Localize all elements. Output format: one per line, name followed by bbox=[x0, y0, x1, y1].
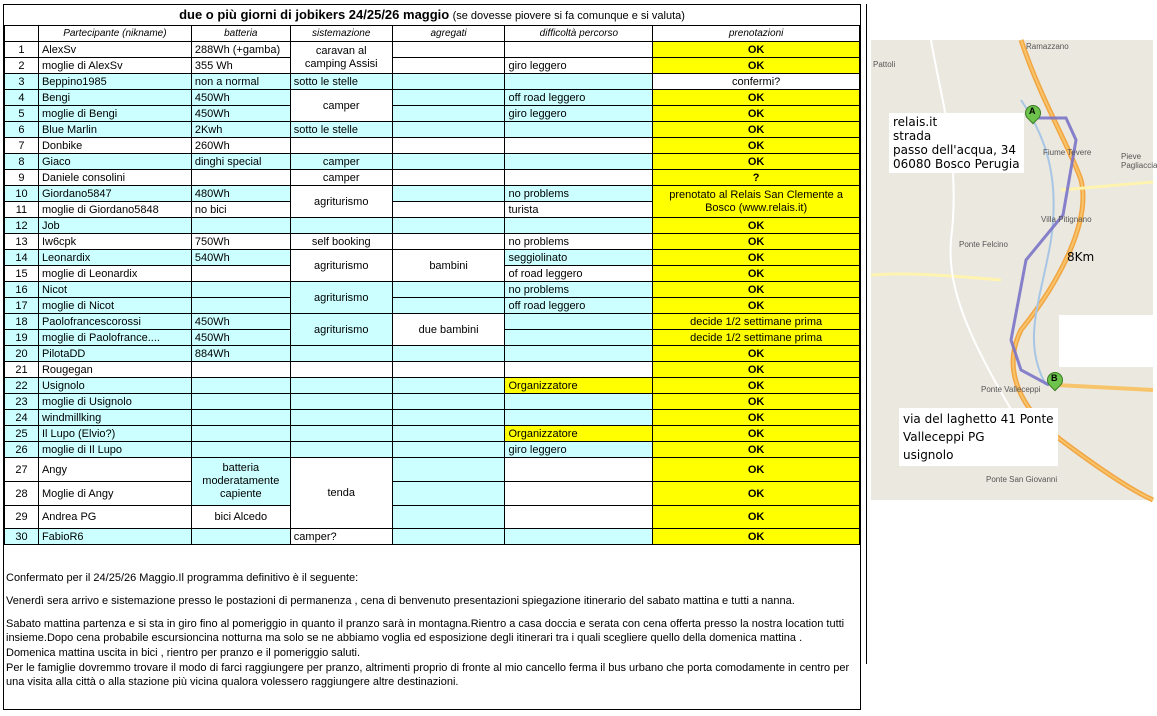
difficulty-cell bbox=[505, 346, 653, 362]
accommodation-cell: sotto le stelle bbox=[290, 122, 392, 138]
booking-cell: OK bbox=[653, 506, 860, 529]
row-number: 20 bbox=[5, 346, 39, 362]
map-label-line: usignolo bbox=[903, 448, 954, 462]
map-label-line: 06080 Bosco Perugia bbox=[893, 157, 1020, 171]
battery-cell: bici Alcedo bbox=[191, 506, 290, 529]
battery-cell bbox=[191, 394, 290, 410]
table-row bbox=[5, 442, 860, 458]
accommodation-cell bbox=[290, 442, 392, 458]
aggregates-cell bbox=[392, 202, 505, 218]
aggregates-cell bbox=[392, 529, 505, 545]
participant-name: Nicot bbox=[38, 282, 191, 298]
difficulty-cell: Organizzatore bbox=[505, 378, 653, 394]
row-number: 29 bbox=[5, 506, 39, 529]
battery-cell: 884Wh bbox=[191, 346, 290, 362]
booking-cell: OK bbox=[653, 106, 860, 122]
header-cell: agregati bbox=[392, 26, 505, 42]
participant-name: FabioR6 bbox=[38, 529, 191, 545]
booking-cell: decide 1/2 settimane prima bbox=[653, 330, 860, 346]
row-number: 25 bbox=[5, 426, 39, 442]
aggregates-cell bbox=[392, 362, 505, 378]
booking-cell: OK bbox=[653, 410, 860, 426]
aggregates-cell bbox=[392, 410, 505, 426]
row-number: 30 bbox=[5, 529, 39, 545]
title-subtitle: (se dovesse piovere si fa comunque e si valuta) bbox=[452, 10, 685, 22]
table-row bbox=[5, 42, 860, 58]
aggregates-cell bbox=[392, 394, 505, 410]
battery-cell: no bici bbox=[191, 202, 290, 218]
aggregates-cell bbox=[392, 234, 505, 250]
booking-cell: OK bbox=[653, 426, 860, 442]
row-number: 22 bbox=[5, 378, 39, 394]
difficulty-cell bbox=[505, 314, 653, 330]
table-row bbox=[5, 122, 860, 138]
accommodation-cell bbox=[290, 410, 392, 426]
participant-name: moglie di Usignolo bbox=[38, 394, 191, 410]
accommodation-cell: camper bbox=[290, 90, 392, 122]
table-row bbox=[5, 410, 860, 426]
battery-cell bbox=[191, 426, 290, 442]
table-row bbox=[5, 138, 860, 154]
town-label: Fiume Tevere bbox=[1043, 148, 1092, 157]
participant-name: Daniele consolini bbox=[38, 170, 191, 186]
row-number: 18 bbox=[5, 314, 39, 330]
table-row bbox=[5, 506, 860, 529]
accommodation-cell bbox=[290, 218, 392, 234]
row-number: 16 bbox=[5, 282, 39, 298]
header-cell: difficoltà percorso bbox=[505, 26, 653, 42]
accommodation-cell: self booking bbox=[290, 234, 392, 250]
booking-cell: OK bbox=[653, 218, 860, 234]
difficulty-cell: turista bbox=[505, 202, 653, 218]
difficulty-cell: giro leggero bbox=[505, 442, 653, 458]
row-number: 9 bbox=[5, 170, 39, 186]
battery-cell bbox=[191, 266, 290, 282]
booking-cell: confermi? bbox=[653, 74, 860, 90]
booking-cell: OK bbox=[653, 529, 860, 545]
map-label-line: relais.it bbox=[893, 115, 938, 129]
booking-cell: OK bbox=[653, 442, 860, 458]
difficulty-cell bbox=[505, 170, 653, 186]
participant-name: Bengi bbox=[38, 90, 191, 106]
table-row bbox=[5, 362, 860, 378]
row-number: 3 bbox=[5, 74, 39, 90]
row-number: 2 bbox=[5, 58, 39, 74]
accommodation-cell: camper? bbox=[290, 529, 392, 545]
participant-name: Paolofrancescorossi bbox=[38, 314, 191, 330]
accommodation-cell: agriturismo bbox=[290, 314, 392, 346]
note-paragraph: Per le famiglie dovremmo trovare il modo di farci raggiungere per pranzo, altrimenti proprio di fronte al mio cancello ferma il bus urbano che porta comodamente in centro per una visita alla città o alla stazione più vicina qualora volessero raggiungere altre destinazioni. bbox=[6, 662, 850, 688]
difficulty-cell: off road leggero bbox=[505, 298, 653, 314]
battery-cell: 355 Wh bbox=[191, 58, 290, 74]
difficulty-cell: Organizzatore bbox=[505, 426, 653, 442]
sheet bbox=[3, 4, 861, 710]
aggregates-cell bbox=[392, 186, 505, 202]
map-label-line: strada bbox=[893, 129, 932, 143]
row-number: 21 bbox=[5, 362, 39, 378]
difficulty-cell bbox=[505, 154, 653, 170]
row-number: 12 bbox=[5, 218, 39, 234]
battery-cell: 260Wh bbox=[191, 138, 290, 154]
aggregates-cell bbox=[392, 170, 505, 186]
participant-name: Moglie di Angy bbox=[38, 482, 191, 506]
town-label: Villa Pitignano bbox=[1041, 215, 1092, 224]
aggregates-cell bbox=[392, 346, 505, 362]
row-number: 13 bbox=[5, 234, 39, 250]
participant-name: moglie di Giordano5848 bbox=[38, 202, 191, 218]
header-cell: sistemazione bbox=[290, 26, 392, 42]
booking-cell: OK bbox=[653, 154, 860, 170]
table-row bbox=[5, 250, 860, 266]
row-number: 14 bbox=[5, 250, 39, 266]
booking-cell: ? bbox=[653, 170, 860, 186]
accommodation-cell bbox=[290, 394, 392, 410]
battery-cell: 2Kwh bbox=[191, 122, 290, 138]
booking-cell: OK bbox=[653, 458, 860, 482]
aggregates-cell bbox=[392, 74, 505, 90]
difficulty-cell: no problems bbox=[505, 234, 653, 250]
table-row bbox=[5, 90, 860, 106]
difficulty-cell: no problems bbox=[505, 186, 653, 202]
battery-cell: dinghi special bbox=[191, 154, 290, 170]
participant-name: Job bbox=[38, 218, 191, 234]
aggregates-cell bbox=[392, 506, 505, 529]
row-number: 24 bbox=[5, 410, 39, 426]
map-label-end bbox=[899, 408, 1058, 466]
battery-cell bbox=[191, 410, 290, 426]
accommodation-cell: camper bbox=[290, 170, 392, 186]
row-number: 8 bbox=[5, 154, 39, 170]
difficulty-cell bbox=[505, 394, 653, 410]
booking-cell: OK bbox=[653, 362, 860, 378]
aggregates-cell: due bambini bbox=[392, 314, 505, 346]
table-row bbox=[5, 529, 860, 545]
battery-cell bbox=[191, 298, 290, 314]
route-map bbox=[871, 40, 1157, 500]
participant-name: moglie di Leonardix bbox=[38, 266, 191, 282]
town-label: Pieve Pagliaccia bbox=[1121, 152, 1157, 170]
booking-cell: OK bbox=[653, 42, 860, 58]
town-label: Ponte Felcino bbox=[959, 240, 1008, 249]
row-number: 26 bbox=[5, 442, 39, 458]
aggregates-cell bbox=[392, 218, 505, 234]
table-row bbox=[5, 394, 860, 410]
accommodation-cell bbox=[290, 426, 392, 442]
difficulty-cell bbox=[505, 330, 653, 346]
booking-cell: OK bbox=[653, 90, 860, 106]
row-number: 4 bbox=[5, 90, 39, 106]
row-number: 5 bbox=[5, 106, 39, 122]
header-cell bbox=[5, 26, 39, 42]
aggregates-cell bbox=[392, 42, 505, 58]
accommodation-cell: tenda bbox=[290, 458, 392, 529]
participant-name: moglie di AlexSv bbox=[38, 58, 191, 74]
row-number: 1 bbox=[5, 42, 39, 58]
header-cell: prenotazioni bbox=[653, 26, 860, 42]
note-paragraph: Sabato mattina partenza e si sta in giro fino al pomeriggio in quanto il pranzo sarà in montagna.Rientro a casa doccia e serata con cena offerta presso la nostra location tutti insieme.Dopo cena probabile escursioncina notturna ma solo se ne abbiamo voglia ed esposizione degli itinerari tra i quali scegliere quello della domenica mattina . bbox=[6, 618, 845, 644]
row-number: 17 bbox=[5, 298, 39, 314]
town-label: Ponte San Giovanni bbox=[986, 475, 1058, 484]
battery-cell: 450Wh bbox=[191, 330, 290, 346]
battery-cell: non a normal bbox=[191, 74, 290, 90]
note-paragraph: Venerdì sera arrivo e sistemazione presso le postazioni di permanenza , cena di benvenuto presentazioni spiegazione itinerario del sabato mattina e tutti a nanna. bbox=[6, 595, 795, 607]
accommodation-cell bbox=[290, 346, 392, 362]
battery-cell: 750Wh bbox=[191, 234, 290, 250]
difficulty-cell bbox=[505, 506, 653, 529]
aggregates-cell bbox=[392, 154, 505, 170]
accommodation-cell: agriturismo bbox=[290, 250, 392, 282]
booking-cell: decide 1/2 settimane prima bbox=[653, 314, 860, 330]
booking-cell: OK bbox=[653, 378, 860, 394]
participant-name: Iw6cpk bbox=[38, 234, 191, 250]
row-number: 6 bbox=[5, 122, 39, 138]
battery-cell bbox=[191, 170, 290, 186]
table-row bbox=[5, 282, 860, 298]
aggregates-cell: bambini bbox=[392, 250, 505, 282]
battery-cell bbox=[191, 529, 290, 545]
row-number: 7 bbox=[5, 138, 39, 154]
map-label-line: passo dell'acqua, 34 bbox=[893, 143, 1017, 157]
booking-cell: OK bbox=[653, 138, 860, 154]
marker-b-label: B bbox=[1051, 373, 1058, 383]
booking-cell: OK bbox=[653, 122, 860, 138]
marker-a-label: A bbox=[1029, 106, 1036, 116]
booking-cell: OK bbox=[653, 282, 860, 298]
participant-name: Beppino1985 bbox=[38, 74, 191, 90]
aggregates-cell bbox=[392, 122, 505, 138]
difficulty-cell bbox=[505, 218, 653, 234]
map-distance-label: 8Km bbox=[1067, 250, 1095, 264]
note-paragraph: Confermato per il 24/25/26 Maggio.Il programma definitivo è il seguente: bbox=[6, 572, 359, 584]
aggregates-cell bbox=[392, 298, 505, 314]
participant-name: Donbike bbox=[38, 138, 191, 154]
table-row bbox=[5, 106, 860, 122]
aggregates-cell bbox=[392, 282, 505, 298]
table-row bbox=[5, 314, 860, 330]
booking-cell: OK bbox=[653, 482, 860, 506]
difficulty-cell bbox=[505, 138, 653, 154]
booking-cell: prenotato al Relais San Clemente a Bosco (www.relais.it) bbox=[653, 186, 860, 218]
aggregates-cell bbox=[392, 58, 505, 74]
battery-cell: 450Wh bbox=[191, 90, 290, 106]
table-row bbox=[5, 298, 860, 314]
accommodation-cell bbox=[290, 138, 392, 154]
participants-table bbox=[4, 25, 860, 545]
map-label-line: via del laghetto 41 Ponte bbox=[903, 412, 1054, 426]
battery-cell bbox=[191, 282, 290, 298]
town-label: Ramazzano bbox=[1026, 42, 1069, 51]
row-number: 27 bbox=[5, 458, 39, 482]
booking-cell: OK bbox=[653, 394, 860, 410]
map-label-start bbox=[889, 113, 1024, 173]
battery-cell: batteria moderatamente capiente bbox=[191, 458, 290, 506]
difficulty-cell bbox=[505, 458, 653, 482]
table-row bbox=[5, 378, 860, 394]
accommodation-cell bbox=[290, 362, 392, 378]
aggregates-cell bbox=[392, 90, 505, 106]
participant-name: Angy bbox=[38, 458, 191, 482]
page-title bbox=[4, 5, 860, 25]
accommodation-cell: caravan al camping Assisi bbox=[290, 42, 392, 74]
participant-name: moglie di Nicot bbox=[38, 298, 191, 314]
difficulty-cell bbox=[505, 122, 653, 138]
header-cell: Partecipante (nikname) bbox=[38, 26, 191, 42]
participant-name: Giordano5847 bbox=[38, 186, 191, 202]
table-header-row bbox=[5, 26, 860, 42]
aggregates-cell bbox=[392, 442, 505, 458]
table-row bbox=[5, 458, 860, 482]
booking-cell: OK bbox=[653, 298, 860, 314]
aggregates-cell bbox=[392, 426, 505, 442]
table-row bbox=[5, 426, 860, 442]
participant-name: moglie di Il Lupo bbox=[38, 442, 191, 458]
table-row bbox=[5, 154, 860, 170]
town-label: Ponte Valleceppi bbox=[981, 385, 1041, 394]
table-row bbox=[5, 58, 860, 74]
battery-cell: 450Wh bbox=[191, 314, 290, 330]
row-number: 15 bbox=[5, 266, 39, 282]
accommodation-cell: camper bbox=[290, 154, 392, 170]
aggregates-cell bbox=[392, 378, 505, 394]
town-label: Pattoli bbox=[873, 60, 896, 69]
participant-name: moglie di Paolofrance.... bbox=[38, 330, 191, 346]
participant-name: Leonardix bbox=[38, 250, 191, 266]
difficulty-cell: giro leggero bbox=[505, 106, 653, 122]
difficulty-cell bbox=[505, 482, 653, 506]
difficulty-cell: seggiolinato bbox=[505, 250, 653, 266]
difficulty-cell bbox=[505, 410, 653, 426]
battery-cell: 540Wh bbox=[191, 250, 290, 266]
note-paragraph: Domenica mattina uscita in bici , rientro per pranzo e il pomeriggio saluti. bbox=[6, 647, 360, 659]
participant-name: Andrea PG bbox=[38, 506, 191, 529]
difficulty-cell bbox=[505, 42, 653, 58]
row-number: 28 bbox=[5, 482, 39, 506]
title-main: due o più giorni di jobikers 24/25/26 maggio bbox=[179, 7, 450, 22]
battery-cell: 480Wh bbox=[191, 186, 290, 202]
battery-cell: 450Wh bbox=[191, 106, 290, 122]
difficulty-cell: of road leggero bbox=[505, 266, 653, 282]
accommodation-cell: agriturismo bbox=[290, 186, 392, 218]
table-row bbox=[5, 218, 860, 234]
accommodation-cell bbox=[290, 378, 392, 394]
aggregates-cell bbox=[392, 138, 505, 154]
divider bbox=[866, 4, 867, 664]
accommodation-cell: agriturismo bbox=[290, 282, 392, 314]
difficulty-cell: giro leggero bbox=[505, 58, 653, 74]
participant-name: Usignolo bbox=[38, 378, 191, 394]
participant-name: Blue Marlin bbox=[38, 122, 191, 138]
row-number: 10 bbox=[5, 186, 39, 202]
difficulty-cell bbox=[505, 74, 653, 90]
participant-name: Rougegan bbox=[38, 362, 191, 378]
aggregates-cell bbox=[392, 458, 505, 482]
booking-cell: OK bbox=[653, 346, 860, 362]
aggregates-cell bbox=[392, 106, 505, 122]
battery-cell: 288Wh (+gamba) bbox=[191, 42, 290, 58]
table-row bbox=[5, 482, 860, 506]
map-blank-patch bbox=[1059, 315, 1153, 367]
program-notes bbox=[6, 571, 858, 693]
accommodation-cell: sotto le stelle bbox=[290, 74, 392, 90]
booking-cell: OK bbox=[653, 250, 860, 266]
participant-name: windmillking bbox=[38, 410, 191, 426]
participant-name: AlexSv bbox=[38, 42, 191, 58]
participant-name: Giaco bbox=[38, 154, 191, 170]
battery-cell bbox=[191, 218, 290, 234]
battery-cell bbox=[191, 378, 290, 394]
difficulty-cell: no problems bbox=[505, 282, 653, 298]
map-label-line: Valleceppi PG bbox=[903, 430, 985, 444]
table-row bbox=[5, 170, 860, 186]
header-cell: batteria bbox=[191, 26, 290, 42]
booking-cell: OK bbox=[653, 266, 860, 282]
table-row bbox=[5, 234, 860, 250]
row-number: 23 bbox=[5, 394, 39, 410]
booking-cell: OK bbox=[653, 58, 860, 74]
row-number: 19 bbox=[5, 330, 39, 346]
table-row bbox=[5, 346, 860, 362]
battery-cell bbox=[191, 442, 290, 458]
difficulty-cell bbox=[505, 362, 653, 378]
participant-name: moglie di Bengi bbox=[38, 106, 191, 122]
aggregates-cell bbox=[392, 482, 505, 506]
difficulty-cell bbox=[505, 529, 653, 545]
row-number: 11 bbox=[5, 202, 39, 218]
table-row bbox=[5, 186, 860, 202]
participant-name: Il Lupo (Elvio?) bbox=[38, 426, 191, 442]
participant-name: PilotaDD bbox=[38, 346, 191, 362]
table-row bbox=[5, 74, 860, 90]
battery-cell bbox=[191, 362, 290, 378]
booking-cell: OK bbox=[653, 234, 860, 250]
difficulty-cell: off road leggero bbox=[505, 90, 653, 106]
